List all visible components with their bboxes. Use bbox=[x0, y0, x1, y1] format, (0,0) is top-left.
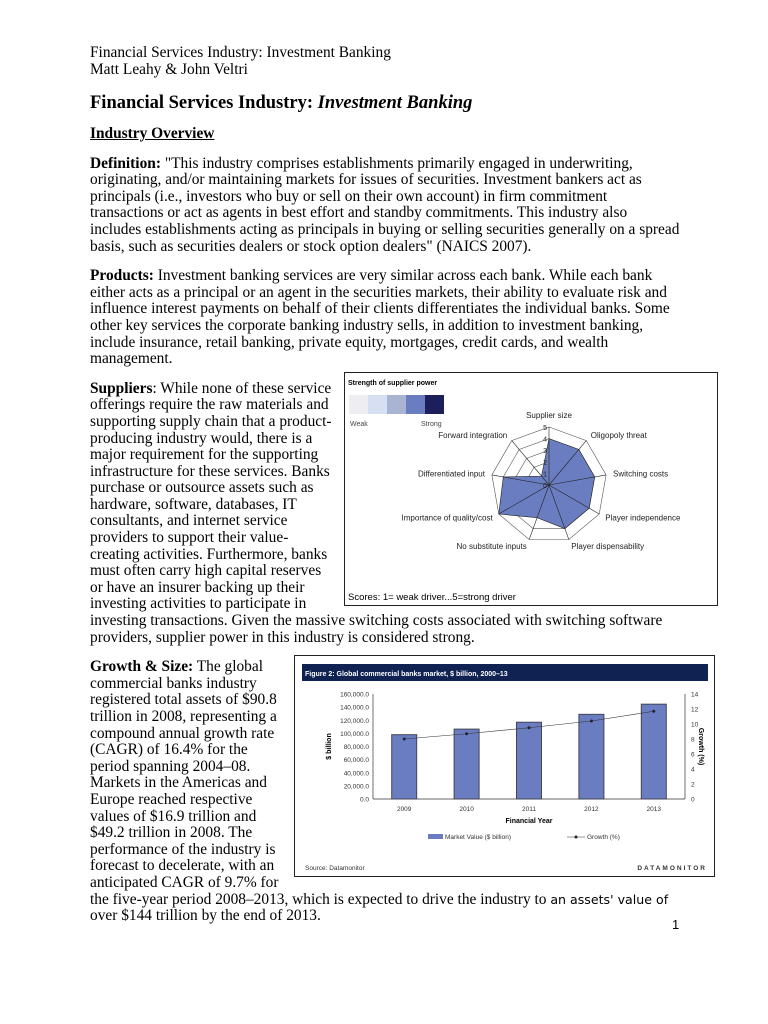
y-tick-label: 20,000.0 bbox=[343, 783, 369, 791]
radar-axis-label: Switching costs bbox=[613, 469, 669, 479]
x-tick-label: 2010 bbox=[459, 806, 474, 814]
radar-axis-label: Importance of quality/cost bbox=[401, 513, 493, 523]
y-tick-label: 40,000.0 bbox=[343, 770, 369, 778]
document-page bbox=[90, 44, 707, 925]
legend-weak: Weak bbox=[350, 420, 368, 428]
running-header bbox=[90, 44, 680, 78]
bar bbox=[579, 715, 604, 800]
y2-tick-label: 14 bbox=[691, 691, 699, 699]
growth-point bbox=[590, 720, 593, 723]
y-tick-label: 160,000.0 bbox=[340, 691, 369, 699]
page-title: Financial Services Industry: Investment Banking bbox=[90, 93, 473, 113]
radar-axis-label: Supplier size bbox=[526, 410, 572, 420]
supplier-power-chart bbox=[344, 372, 718, 606]
x-tick-label: 2011 bbox=[522, 806, 536, 814]
definition-paragraph: Definition: "This industry comprises establishments primarily engaged in underwriting, originating, and/or maintaining markets for issues of securities. Investment bankers act as principals (i.e., investors who buy or sell on their own account) in firm commitment transactions or act as agents in best effort and standby commitments. This industry also includes establishments acting as principals in buying or selling securities generally on a spread basis, such as securities dealers or stock option dealers" (NAICS 2007). bbox=[90, 154, 680, 255]
legend-swatch bbox=[406, 395, 425, 414]
section-heading: Industry Overview bbox=[90, 125, 215, 142]
header-authors: Matt Leahy & John Veltri bbox=[90, 61, 248, 78]
radar-axis-label: No substitute inputs bbox=[456, 541, 527, 551]
chart-footnote: Scores: 1= weak driver...5=strong driver bbox=[348, 591, 516, 603]
legend-swatch bbox=[425, 395, 444, 414]
y-tick-label: 100,000.0 bbox=[340, 731, 369, 739]
bar bbox=[392, 735, 417, 799]
radar-axis-label: Player dispensability bbox=[571, 541, 645, 551]
radar-axis-label: Player independence bbox=[605, 513, 681, 523]
x-axis-label: Financial Year bbox=[505, 818, 553, 826]
x-tick-label: 2012 bbox=[584, 806, 599, 814]
y2-tick-label: 6 bbox=[691, 751, 695, 759]
y2-tick-label: 8 bbox=[691, 736, 695, 744]
radar-tick-label: 4 bbox=[543, 436, 547, 444]
suppliers-paragraph: Strength of supplier power Weak Strong Supplier size Oligopoly threat Switching costs Player independence Player dispensability No substitute inputs Importance of quality/cost Differentiated input Forward integration 0 1 2 3 4 5 Scores: 1= weak driver...5=strong driver Suppliers: While none of these service offerings require the raw materials and supporting supply chain that a product-producing industry would, there is a major requirement for the supporting infrastructure for these services. Banks purchase or outsource assets such as hardware, software, databases, IT consultants, and internet service providers to support their value-creating activities. Furthermore, banks must often carry high capital reserves or have an insurer backing up their investing activities to participate in investing transactions. Given the massive switching costs associated with switching software providers, supplier power in this industry is considered strong. bbox=[90, 381, 680, 647]
bar bbox=[454, 729, 479, 799]
chart-title: Figure 2: Global commercial banks market, $ billion, 2000–13 bbox=[305, 671, 508, 679]
header-title: Financial Services Industry: Investment Banking bbox=[90, 44, 391, 61]
products-paragraph: Products: Investment banking services are very similar across each bank. While each bank either acts as a principal or an agent in the securities markets, their ability to evaluate risk and influence interest payments on behalf of their clients differentiates the individual banks. Some other key services the corporate banking industry sells, in addition to investment banking, include insurance, retail banking, private equity, mortgages, credit cards, and wealth management. bbox=[90, 267, 670, 368]
legend-swatch bbox=[387, 395, 406, 414]
brand-label: DATAMONITOR bbox=[637, 865, 707, 873]
x-tick-label: 2013 bbox=[646, 806, 662, 814]
growth-point bbox=[652, 710, 655, 713]
y2-tick-label: 0 bbox=[691, 796, 695, 804]
y2-axis-label: Growth (%) bbox=[697, 728, 704, 766]
radar-tick-label: 2 bbox=[543, 459, 547, 467]
y2-tick-label: 12 bbox=[691, 706, 699, 714]
y-tick-label: 80,000.0 bbox=[343, 744, 369, 752]
y-tick-label: 0.0 bbox=[359, 796, 369, 804]
y-tick-label: 120,000.0 bbox=[340, 717, 369, 725]
y-tick-label: 60,000.0 bbox=[343, 757, 369, 765]
y-tick-label: 140,000.0 bbox=[340, 704, 369, 712]
y2-tick-label: 10 bbox=[691, 721, 699, 729]
y2-tick-label: 2 bbox=[691, 781, 695, 789]
legend-market-value: Market Value ($ billion) bbox=[445, 834, 511, 842]
growth-paragraph: Figure 2: Global commercial banks market, $ billion, 2000–13 0.0 20,000.0 40,000.0 60,000.0 80,000.0 100,000.0 120,000.0 140,000.0 160,000.0 0 2 4 6 8 10 12 14 2009 2010 2011 2012 2013 Financial Year $ billion Growth (%) Market Value ($ billion) Growth (%) Source: Datamonitor DATAMONITOR Growth & Size: The global commercial banks industry registered total assets of $90.8 trillion in 2008, representing a compound annual growth rate (CAGR) of 16.4% for the period spanning 2004–08. Markets in the Americas and Europe reached respective values of $16.9 trillion and $49.2 trillion in 2008. The performance of the industry is forecast to decelerate, with an anticipated CAGR of 9.7% for the five-year period 2008–2013, which is expected to drive the industry to an assets' value of over $144 trillion by the end of 2013. bbox=[90, 659, 680, 925]
page-number: 1 bbox=[672, 917, 680, 932]
radar-tick-label: 3 bbox=[543, 447, 547, 455]
y2-tick-label: 4 bbox=[691, 766, 695, 774]
growth-point bbox=[465, 732, 468, 735]
legend-swatch bbox=[368, 395, 387, 414]
legend-strong: Strong bbox=[421, 420, 442, 428]
radar-tick-label: 0 bbox=[543, 482, 547, 490]
legend-bar-swatch bbox=[428, 834, 443, 839]
growth-point bbox=[403, 738, 406, 741]
x-tick-label: 2009 bbox=[396, 806, 412, 814]
chart-title: Strength of supplier power bbox=[348, 379, 438, 387]
growth-point bbox=[528, 726, 531, 729]
market-chart bbox=[294, 655, 715, 877]
bar bbox=[641, 704, 666, 799]
y-axis-label: $ billion bbox=[326, 733, 333, 760]
legend-swatch bbox=[349, 395, 368, 414]
radar-tick-label: 1 bbox=[543, 471, 547, 479]
chart-source: Source: Datamonitor bbox=[305, 865, 365, 873]
bar bbox=[517, 722, 542, 799]
radar-axis-label: Differentiated input bbox=[417, 469, 485, 479]
radar-tick-label: 5 bbox=[543, 424, 547, 432]
legend-line-marker bbox=[575, 836, 578, 839]
radar-axis-label: Oligopoly threat bbox=[590, 430, 647, 440]
radar-axis-label: Forward integration bbox=[438, 430, 508, 440]
legend-growth: Growth (%) bbox=[587, 834, 620, 842]
